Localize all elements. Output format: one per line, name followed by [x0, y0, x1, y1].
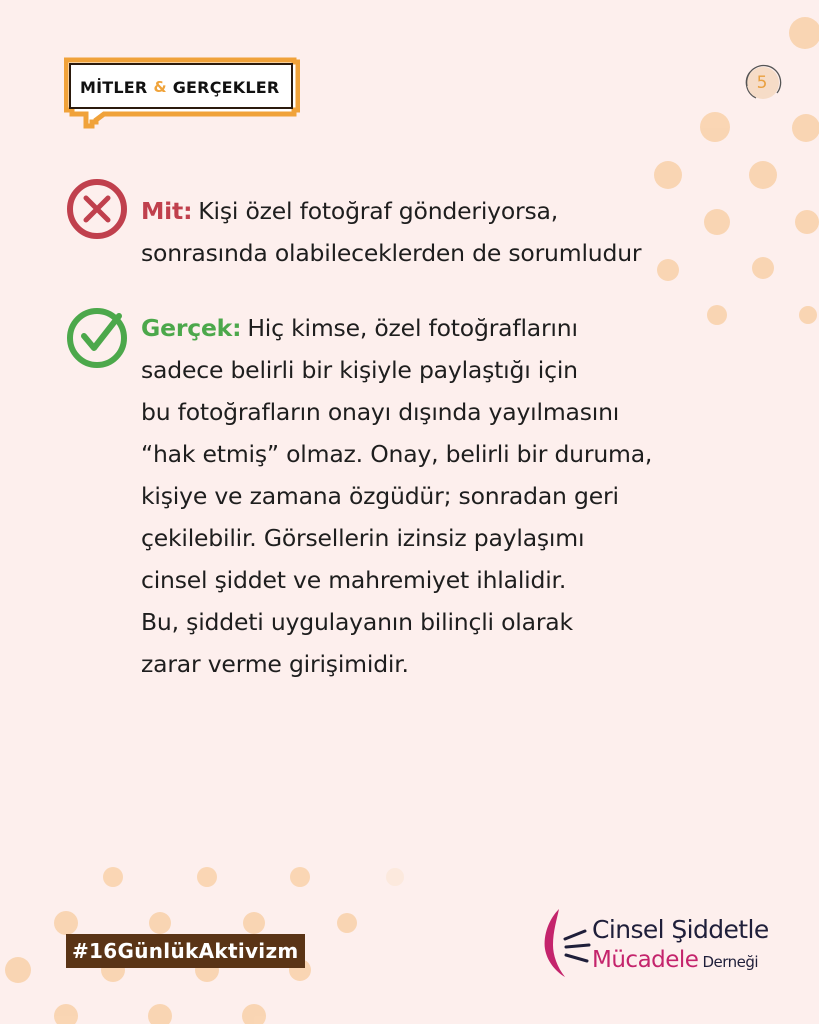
- logo-text-line1: Cinsel Şiddetle: [592, 915, 769, 944]
- fact-line-7: cinsel şiddet ve mahremiyet ihlalidir.: [141, 566, 567, 594]
- fact-line-9: zarar verme girişimidir.: [141, 650, 409, 678]
- fact-text: [141, 307, 761, 685]
- fact-lead: Gerçek:: [141, 314, 242, 342]
- myth-lead: Mit:: [141, 197, 193, 225]
- myth-line-1-text: Kişi özel fotoğraf gönderiyorsa,: [198, 197, 559, 225]
- logo-text-line2: [592, 947, 758, 973]
- check-circle-icon: [64, 303, 130, 369]
- fact-line-1-text: Hiç kimse, özel fotoğraflarını: [247, 314, 578, 342]
- organization-logo: [535, 905, 769, 985]
- logo-mark-icon: [535, 905, 591, 985]
- fact-line-5: kişiye ve zamana özgüdür; sonradan geri: [141, 482, 619, 510]
- fact-line-1: [141, 307, 761, 349]
- myth-line-2: sonrasında olabileceklerden de sorumludur: [141, 239, 642, 267]
- badge-ampersand: &: [153, 78, 167, 96]
- hashtag-label: #16GünlükAktivizm: [66, 934, 305, 968]
- logo-text-accent: Mücadele: [592, 947, 699, 973]
- fact-line-6: çekilebilir. Görsellerin izinsiz paylaşımı: [141, 524, 585, 552]
- fact-line-3: bu fotoğrafların onayı dışında yayılmasını: [141, 398, 620, 426]
- badge-title: [80, 74, 279, 100]
- badge-title-part1: MİTLER: [80, 77, 148, 97]
- fact-line-8: Bu, şiddeti uygulayanın bilinçli olarak: [141, 608, 573, 636]
- myth-text: [141, 190, 761, 274]
- page-number: 5: [756, 73, 768, 93]
- x-circle-icon: [64, 176, 130, 242]
- badge-title-part2: GERÇEKLER: [172, 77, 280, 97]
- fact-line-2: sadece belirli bir kişiyle paylaştığı için: [141, 356, 578, 384]
- logo-text-small: Derneği: [702, 953, 759, 971]
- myth-line-1: [141, 190, 761, 232]
- fact-line-4: “hak etmiş” olmaz. Onay, belirli bir duruma,: [141, 440, 653, 468]
